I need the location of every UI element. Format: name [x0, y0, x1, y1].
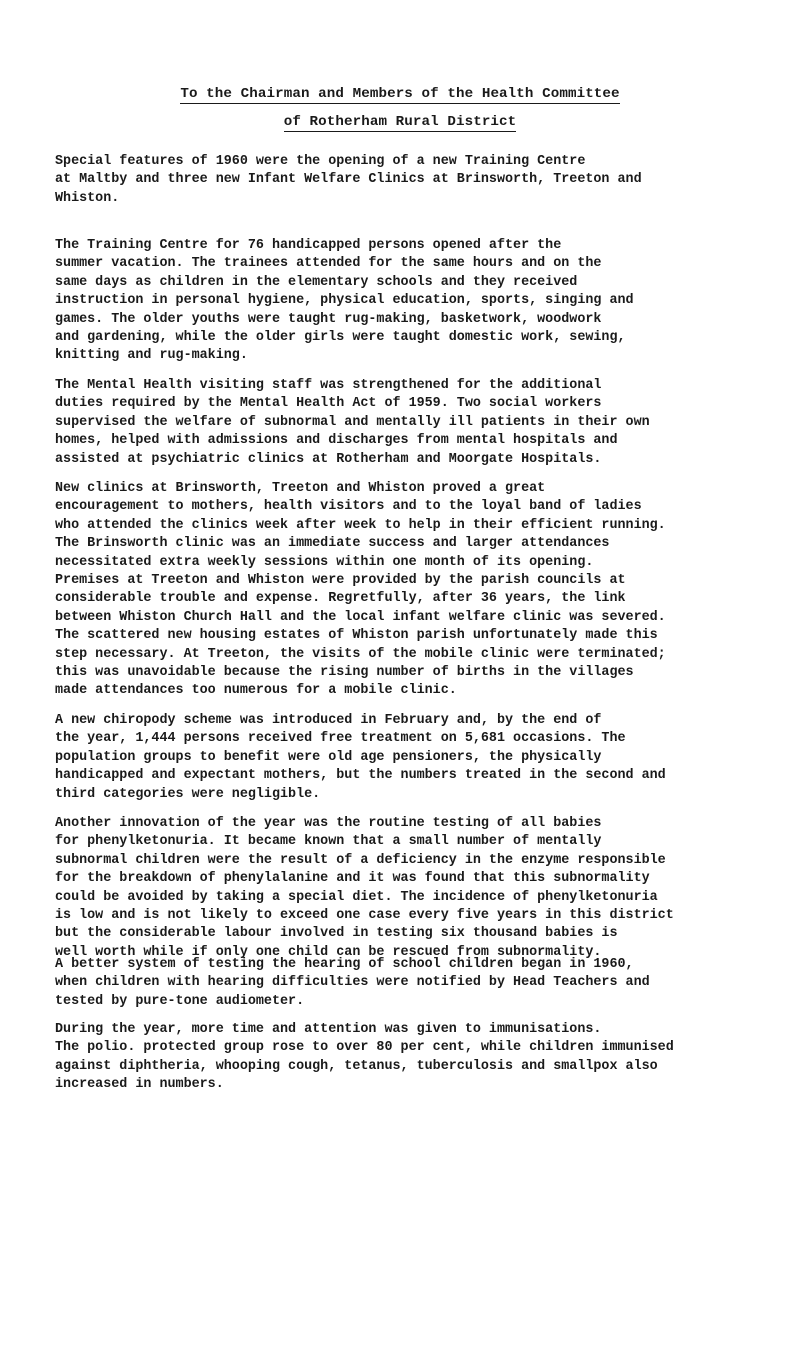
heading-line-1 — [0, 86, 800, 102]
paragraph-immunisations: During the year, more time and attention was given to immunisations. The polio. protected group rose to over 80 per cent, while children immunised against diphtheria, whooping cough, tetanus, tuberculosis and smallpox also increased in numbers. — [55, 1022, 674, 1093]
paragraph-mental-health: The Mental Health visiting staff was strengthened for the additional duties required by the Mental Health Act of 1959. Two social workers supervised the welfare of subnormal and mentally ill patients in their own homes, helped with admissions and discharges from mental hospitals and assisted at psychiatric clinics at Rotherham and Moorgate Hospitals. — [55, 378, 650, 467]
paragraph-training-centre-intro: Special features of 1960 were the opening of a new Training Centre at Maltby and three new Infant Welfare Clinics at Brinsworth, Treeton and Whiston. — [55, 154, 642, 206]
paragraph-phenylketonuria: Another innovation of the year was the routine testing of all babies for phenylketonuria. It became known that a small number of mentally subnormal children were the result of a deficiency in the enzyme responsible for the breakdown of phenylalanine and it was found that this subnormality could be avoided by taking a special diet. The incidence of phenylketonuria is low and is not likely to exceed one case every five years in this district but the considerable labour involved in testing six thousand babies is well worth while if only one child can be rescued from subnormality. — [55, 816, 674, 960]
paragraph-chiropody: A new chiropody scheme was introduced in February and, by the end of the year, 1,444 persons received free treatment on 5,681 occasions. The population groups to benefit were old age pensioners, the physically handicapped and expectant mothers, but the numbers treated in the second and third categories were negligible. — [55, 713, 666, 802]
paragraph-training-centre: The Training Centre for 76 handicapped persons opened after the summer vacation. The trainees attended for the same hours and on the same days as children in the elementary schools and they received instruction in personal hygiene, physical education, sports, singing and games. The older youths were taught rug-making, basketwork, woodwork and gardening, while the older girls were taught domestic work, sewing, knitting and rug-making. — [55, 238, 634, 364]
heading-line-2 — [0, 114, 800, 130]
paragraph-hearing: A better system of testing the hearing of school children began in 1960, when children with hearing difficulties were notified by Head Teachers and tested by pure-tone audiometer. — [55, 957, 650, 1009]
heading-line-1-text: To the Chairman and Members of the Health Committee — [180, 86, 620, 102]
paragraph-new-clinics: New clinics at Brinsworth, Treeton and Whiston proved a great encouragement to mothers, health visitors and to the loyal band of ladies who attended the clinics week after week to help in their efficient running. The Brinsworth clinic was an immediate success and larger attendances necessitated extra weekly sessions within one month of its opening. Premises at Treeton and Whiston were provided by the parish councils at considerable trouble and expense. Regretfully, after 36 years, the link between Whiston Church Hall and the local infant welfare clinic was severed. The scattered new housing estates of Whiston parish unfortunately made this step necessary. At Treeton, the visits of the mobile clinic were terminated; this was unavoidable because the rising number of births in the villages made attendances too numerous for a mobile clinic. — [55, 481, 666, 699]
heading-line-2-text: of Rotherham Rural District — [283, 114, 517, 130]
